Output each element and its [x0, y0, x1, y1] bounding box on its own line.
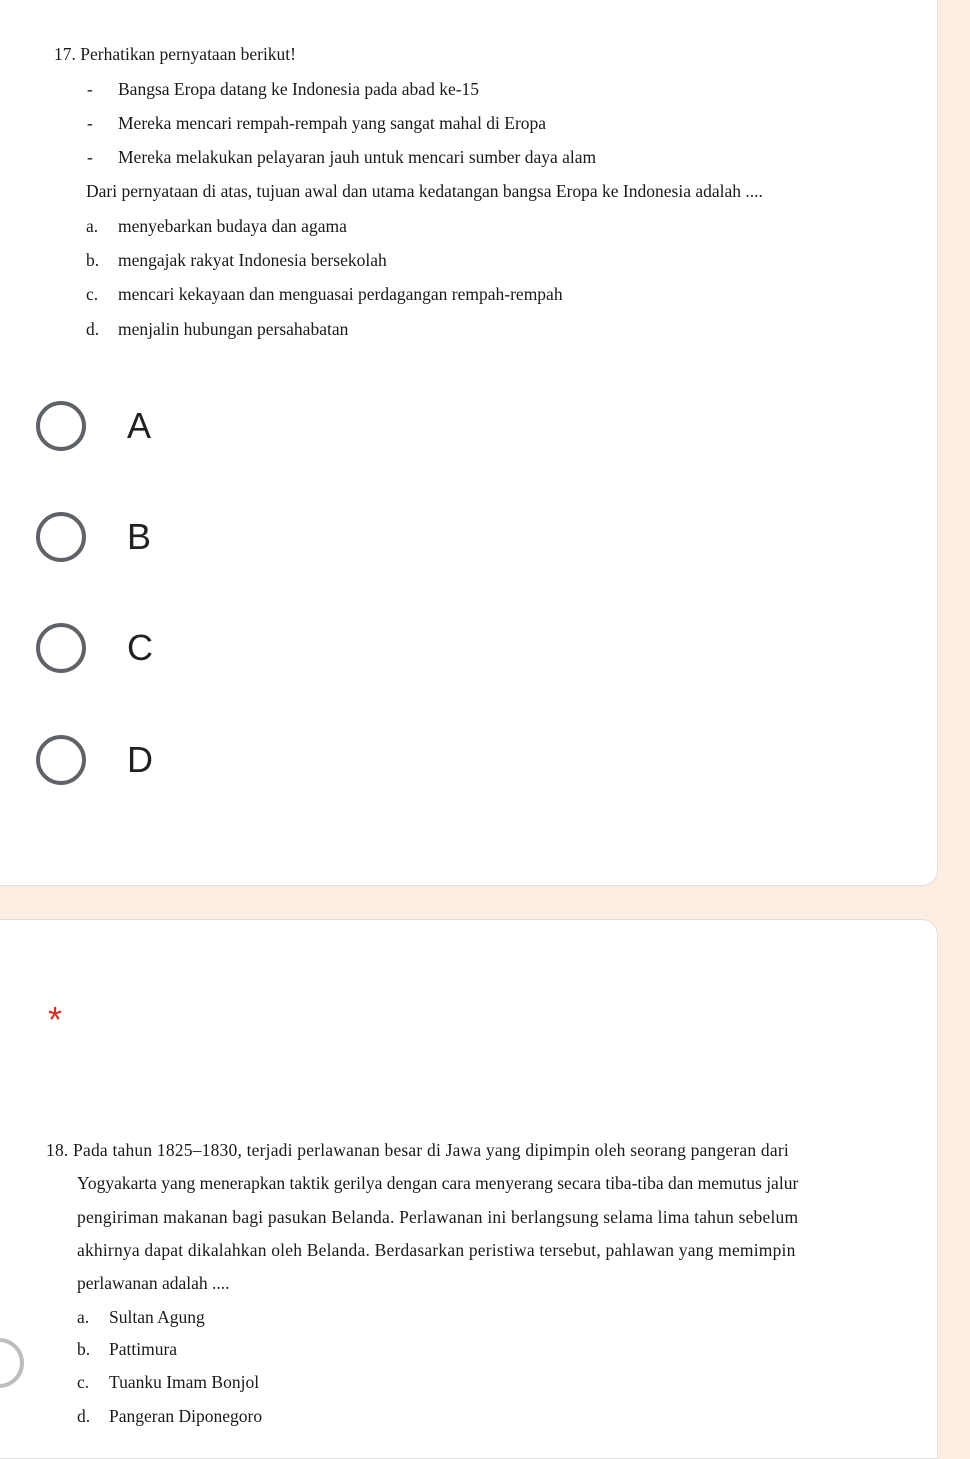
- page-background-strip: [939, 0, 970, 1432]
- question-text-line: 18. Pada tahun 1825–1830, terjadi perlawanan besar di Jawa yang dipimpin oleh seorang pangeran dari: [46, 1140, 789, 1160]
- choice-c[interactable]: [36, 623, 336, 683]
- choice-label[interactable]: A: [127, 405, 152, 446]
- question-image-18: 18. Pada tahun 1825–1830, terjadi perlawanan besar di Jawa yang dipimpin oleh seorang pangeran dari Yogyakarta yang menerapkan taktik gerilya dengan cara menyerang secara tiba-tiba dan memutus jalur pengiriman makanan bagi pasukan Belanda. Perlawanan ini berlangsung selama lima tahun sebelum akhirnya dapat dikalahkan oleh Belanda. Berdasarkan peristiwa tersebut, pahlawan yang memimpin perlawanan adalah .... a. Sultan Agung b. Pattimura c. Tuanku Imam Bonjol d. Pangeran Diponegoro: [46, 1140, 799, 1426]
- question-image-17: 17. Perhatikan pernyataan berikut! - Bangsa Eropa datang ke Indonesia pada abad ke-15 - Mereka mencari rempah-rempah yang sangat mahal di Eropa - Mereka melakukan pelayaran jauh untuk mencari sumber daya alam Dari pernyataan di atas, tujuan awal dan utama kedatangan bangsa Eropa ke Indonesia adalah .... a. menyebarkan budaya dan agama b. mengajak rakyat Indonesia bersekolah c. mencari kekayaan dan menguasai perdagangan rempah-rempah d. menjalin hubungan persahabatan: [54, 44, 763, 339]
- question-title: 17. Perhatikan pernyataan berikut!: [54, 44, 296, 64]
- choice-b[interactable]: [36, 512, 336, 572]
- question-text-line: Yogyakarta yang menerapkan taktik gerilya dengan cara menyerang secara tiba-tiba dan memutus jalur: [77, 1173, 799, 1193]
- choice-label[interactable]: D: [127, 739, 153, 780]
- question-text-line: pengiriman makanan bagi pasukan Belanda. Perlawanan ini berlangsung selama lima tahun sebelum: [77, 1207, 799, 1227]
- radio-button[interactable]: [36, 401, 86, 451]
- choice-label[interactable]: B: [127, 516, 152, 557]
- question-card-18: [0, 919, 938, 1459]
- choice-a[interactable]: [36, 401, 336, 461]
- choice-d[interactable]: [36, 735, 336, 795]
- question-text-line: akhirnya dapat dikalahkan oleh Belanda. Berdasarkan peristiwa tersebut, pahlawan yang memimpin: [77, 1240, 796, 1260]
- radio-button[interactable]: [36, 735, 86, 785]
- required-asterisk: *: [48, 999, 63, 1040]
- radio-button[interactable]: [36, 512, 86, 562]
- question-text: Dari pernyataan di atas, tujuan awal dan utama kedatangan bangsa Eropa ke Indonesia adalah ....: [86, 181, 763, 201]
- question-text-line: perlawanan adalah ....: [77, 1273, 230, 1293]
- radio-button[interactable]: [36, 623, 86, 673]
- choice-label[interactable]: C: [127, 627, 153, 668]
